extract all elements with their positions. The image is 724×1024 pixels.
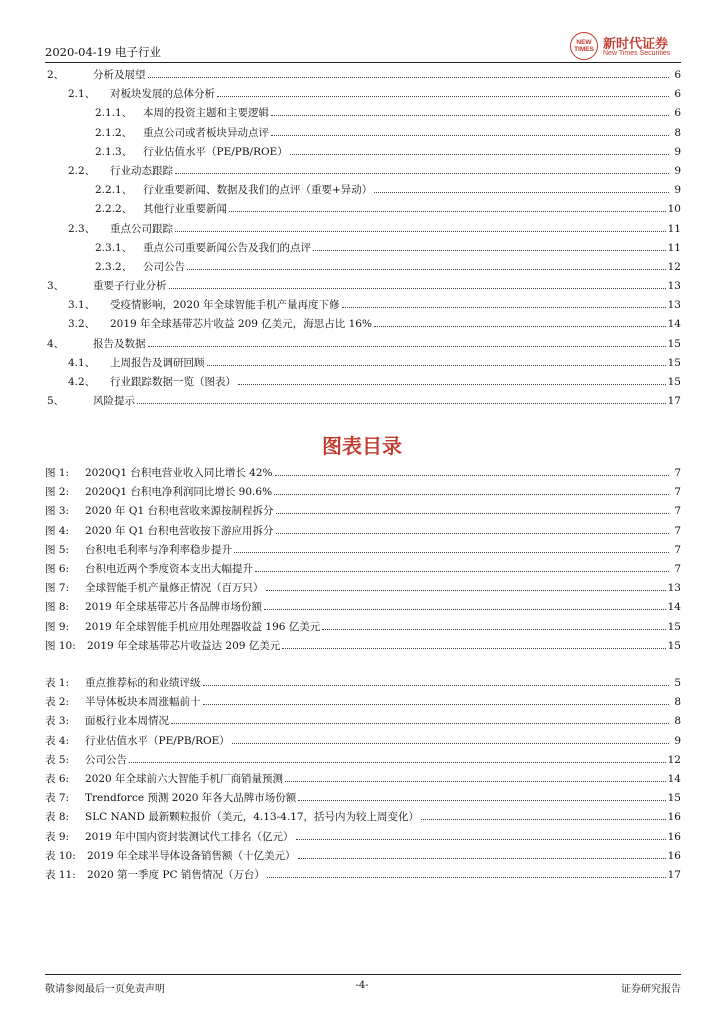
table-entry-title: 行业估值水平（PE/PB/ROE） bbox=[85, 734, 230, 747]
toc-entry-title bbox=[95, 124, 269, 143]
toc-entry-title bbox=[95, 181, 372, 200]
toc-entry-title bbox=[68, 220, 173, 239]
toc-entry-number: 2.2.2、 bbox=[95, 203, 133, 216]
toc-entry-title bbox=[68, 354, 205, 373]
toc-entry-title bbox=[68, 296, 340, 315]
company-logo bbox=[570, 32, 685, 62]
toc-leader-dots bbox=[234, 540, 669, 553]
table-entry-title: 2019 年中国内资封装测试代工排名（亿元） bbox=[85, 830, 294, 843]
report-date: 2020-04-19 bbox=[45, 45, 112, 59]
toc-leader-dots bbox=[322, 617, 665, 630]
figure-entry-number: 图 9: bbox=[45, 620, 70, 633]
footer-report-type: 证券研究报告 bbox=[621, 984, 681, 995]
toc-entry-title bbox=[47, 277, 167, 296]
toc-entry-text: 重要子行业分析 bbox=[93, 280, 167, 293]
toc-entry-page: 12 bbox=[667, 260, 681, 273]
table-entry-title: 2020 第一季度 PC 销售情况（万台） bbox=[87, 868, 265, 881]
toc-entry-text: 2019 年全球基带芯片收益 209 亿美元，海思占比 16% bbox=[110, 318, 372, 331]
list-of-tables bbox=[45, 673, 681, 884]
figure-entry-page: 7 bbox=[674, 524, 681, 537]
table-entry-page: 8 bbox=[674, 715, 681, 728]
toc-entry-page: 11 bbox=[667, 222, 681, 235]
table-entry-number: 表 5: bbox=[45, 753, 70, 766]
toc-entry-title bbox=[47, 392, 135, 411]
footer-disclaimer: 敬请参阅最后一页免责声明 bbox=[45, 984, 165, 995]
toc-entry[interactable] bbox=[45, 257, 681, 276]
toc-entry-number: 4、 bbox=[47, 337, 65, 350]
toc-entry-page: 14 bbox=[667, 318, 681, 331]
toc-leader-dots bbox=[137, 391, 666, 404]
table-entry-title: 面板行业本周情况 bbox=[85, 715, 169, 728]
figure-entry-page: 7 bbox=[674, 505, 681, 518]
toc-leader-dots bbox=[296, 827, 666, 840]
toc-leader-dots bbox=[374, 314, 666, 327]
toc-entry-page: 9 bbox=[674, 184, 681, 197]
figure-entry[interactable] bbox=[45, 578, 681, 597]
table-entry-title: 重点推荐标的和业绩评级 bbox=[85, 677, 201, 689]
figure-entry[interactable] bbox=[45, 559, 681, 578]
table-entry[interactable] bbox=[45, 673, 681, 692]
toc-entry-page: 15 bbox=[667, 356, 681, 369]
figure-entry-number: 图 1: bbox=[45, 467, 70, 479]
table-entry-page: 17 bbox=[667, 868, 681, 881]
toc-entry-number: 2.2、 bbox=[68, 164, 96, 177]
logo-name: 新时代证券 bbox=[603, 37, 669, 52]
toc-entry-number: 2.1、 bbox=[68, 88, 96, 101]
toc-entry[interactable] bbox=[45, 238, 681, 257]
toc-entry-title bbox=[95, 104, 269, 123]
table-entry[interactable] bbox=[45, 807, 681, 826]
toc-entry-page: 9 bbox=[674, 164, 681, 177]
toc-entry[interactable] bbox=[45, 334, 681, 353]
figure-entry-page: 7 bbox=[674, 486, 681, 499]
toc-entry-number: 3.2、 bbox=[68, 318, 96, 331]
figure-entry-title: 2020 年 Q1 台积电营收来源按制程拆分 bbox=[85, 505, 274, 518]
table-entry-number: 表 10: bbox=[45, 849, 76, 862]
table-entry-number: 表 9: bbox=[45, 830, 70, 843]
toc-entry-text: 上周报告及调研回顾 bbox=[110, 356, 205, 369]
figure-entry-number: 图 4: bbox=[45, 524, 70, 537]
toc-entry-text: 行业估值水平（PE/PB/ROE） bbox=[143, 145, 288, 158]
toc-leader-dots bbox=[313, 238, 666, 251]
toc-entry[interactable] bbox=[45, 372, 681, 391]
page-number: -4- bbox=[355, 980, 369, 991]
figure-entry-title: 台积电近两个季度资本支出大幅提升 bbox=[85, 562, 253, 575]
figure-entry-page: 13 bbox=[667, 582, 681, 595]
toc-leader-dots bbox=[271, 123, 669, 136]
toc-entry-page: 8 bbox=[674, 126, 681, 139]
figure-entry-title: 2020 年 Q1 台积电营收按下游应用拆分 bbox=[85, 524, 274, 537]
toc-leader-dots bbox=[217, 84, 669, 97]
toc-entry-number: 2.3.2、 bbox=[95, 260, 133, 273]
toc-leader-dots bbox=[342, 295, 666, 308]
toc-entry[interactable] bbox=[45, 161, 681, 180]
table-entry-title: Trendforce 预测 2020 年各大品牌市场份额 bbox=[85, 792, 297, 805]
toc-entry-title bbox=[68, 373, 236, 392]
figure-entry-title: 2020Q1 台积电营业收入同比增长 42% bbox=[85, 467, 273, 479]
toc-entry-number: 2.1.1、 bbox=[95, 107, 133, 120]
toc-entry-text: 行业动态跟踪 bbox=[110, 164, 173, 177]
toc-entry[interactable] bbox=[45, 295, 681, 314]
table-entry-number: 表 6: bbox=[45, 772, 70, 785]
toc-leader-dots bbox=[266, 578, 666, 591]
logo-subtitle: New Times Securities bbox=[603, 50, 671, 57]
table-entry-page: 8 bbox=[674, 696, 681, 709]
footer-divider bbox=[45, 974, 681, 975]
table-entry-page: 15 bbox=[667, 792, 681, 805]
table-entry[interactable] bbox=[45, 692, 681, 711]
toc-leader-dots bbox=[374, 180, 669, 193]
toc-entry-number: 4.1、 bbox=[68, 356, 96, 369]
toc-leader-dots bbox=[264, 597, 666, 610]
toc-leader-dots bbox=[282, 636, 665, 649]
toc-entry-text: 对板块发展的总体分析 bbox=[110, 88, 215, 101]
figure-entry[interactable] bbox=[45, 617, 681, 636]
table-entry-page: 16 bbox=[667, 849, 681, 862]
figure-entry[interactable] bbox=[45, 463, 681, 482]
table-entry-title: 半导体板块本周涨幅前十 bbox=[85, 696, 201, 709]
toc-leader-dots bbox=[276, 521, 669, 534]
figure-entry-number: 图 6: bbox=[45, 562, 70, 575]
toc-entry-page: 6 bbox=[674, 107, 681, 120]
figure-entry-title: 2020Q1 台积电净利润同比增长 90.6% bbox=[85, 486, 273, 499]
toc-entry[interactable] bbox=[45, 103, 681, 122]
figure-entry[interactable] bbox=[45, 597, 681, 616]
toc-entry-text: 受疫情影响，2020 年全球智能手机产量再度下修 bbox=[110, 299, 340, 312]
figure-entry-title: 2019 年全球基带芯片各品牌市场份额 bbox=[85, 601, 263, 614]
toc-entry-number: 5、 bbox=[47, 395, 65, 408]
toc-entry-text: 重点公司或者板块异动点评 bbox=[143, 126, 269, 139]
figure-entry[interactable] bbox=[45, 501, 681, 520]
toc-entry-number: 2.1.2、 bbox=[95, 126, 133, 139]
toc-leader-dots bbox=[238, 372, 666, 385]
table-entry-page: 14 bbox=[667, 772, 681, 785]
table-entry-page: 9 bbox=[674, 734, 681, 747]
toc-entry-title bbox=[95, 200, 227, 219]
toc-leader-dots bbox=[274, 482, 669, 495]
toc-leader-dots bbox=[229, 199, 666, 212]
toc-entry-page: 6 bbox=[674, 88, 681, 101]
figure-entry-number: 图 2: bbox=[45, 486, 70, 499]
toc-entry-number: 2.1.3、 bbox=[95, 145, 133, 158]
figure-entry-number: 图 8: bbox=[45, 601, 70, 614]
toc-entry-number: 2.3.1、 bbox=[95, 241, 133, 254]
table-entry-page: 16 bbox=[667, 830, 681, 843]
toc-leader-dots bbox=[148, 334, 666, 347]
toc-entry-number: 3、 bbox=[47, 280, 65, 293]
toc-entry[interactable] bbox=[45, 65, 681, 84]
toc-leader-dots bbox=[203, 692, 670, 705]
toc-leader-dots bbox=[421, 807, 666, 820]
report-industry: 电子行业 bbox=[114, 45, 161, 59]
toc-entry-title bbox=[68, 162, 173, 181]
toc-leader-dots bbox=[290, 142, 669, 155]
toc-entry[interactable] bbox=[45, 123, 681, 142]
table-entry-number: 表 11: bbox=[45, 868, 76, 881]
toc-leader-dots bbox=[203, 673, 670, 686]
figure-entry-title: 全球智能手机产量修正情况（百万只） bbox=[85, 582, 264, 595]
toc-entry-text: 风险提示 bbox=[93, 395, 135, 408]
figure-entry[interactable] bbox=[45, 540, 681, 559]
toc-entry[interactable] bbox=[45, 199, 681, 218]
figure-entry-page: 7 bbox=[674, 543, 681, 556]
toc-leader-dots bbox=[175, 219, 666, 232]
toc-leader-dots bbox=[148, 65, 670, 78]
toc-entry-page: 17 bbox=[667, 395, 681, 408]
toc-entry-page: 13 bbox=[667, 299, 681, 312]
table-entry-page: 12 bbox=[667, 753, 681, 766]
toc-leader-dots bbox=[232, 731, 669, 744]
figure-entry[interactable] bbox=[45, 482, 681, 501]
toc-leader-dots bbox=[207, 353, 666, 366]
header-date-industry bbox=[45, 44, 161, 60]
toc-entry-text: 分析及展望 bbox=[93, 69, 146, 81]
toc-entry-page: 15 bbox=[667, 376, 681, 388]
header-divider bbox=[45, 62, 681, 63]
table-entry[interactable] bbox=[45, 711, 681, 730]
toc-entry-text: 行业重要新闻、数据及我们的点评（重要+异动） bbox=[143, 184, 373, 197]
toc-leader-dots bbox=[271, 103, 669, 116]
toc-leader-dots bbox=[285, 769, 666, 782]
toc-entry-page: 9 bbox=[674, 145, 681, 158]
figure-entry-page: 15 bbox=[667, 639, 681, 652]
figure-entry-page: 14 bbox=[667, 601, 681, 614]
toc-entry-number: 3.1、 bbox=[68, 299, 96, 312]
toc-entry-page: 15 bbox=[667, 337, 681, 350]
toc-entry-number: 2、 bbox=[47, 69, 65, 81]
figure-entry-title: 2019 年全球智能手机应用处理器收益 196 亿美元 bbox=[85, 620, 321, 633]
toc-entry[interactable] bbox=[45, 180, 681, 199]
toc-leader-dots bbox=[187, 257, 666, 270]
toc-leader-dots bbox=[175, 161, 669, 174]
toc-entry-text: 报告及数据 bbox=[93, 337, 146, 350]
table-entry-number: 表 3: bbox=[45, 715, 70, 728]
toc-entry-page: 13 bbox=[667, 280, 681, 293]
toc-entry-text: 其他行业重要新闻 bbox=[143, 203, 227, 216]
table-entry-number: 表 1: bbox=[45, 677, 70, 689]
toc-entry[interactable] bbox=[45, 276, 681, 295]
toc-leader-dots bbox=[275, 463, 669, 476]
table-of-contents bbox=[45, 65, 681, 410]
table-entry-title: 公司公告 bbox=[85, 753, 127, 766]
toc-entry-page: 10 bbox=[667, 203, 681, 216]
toc-leader-dots bbox=[276, 501, 669, 514]
table-entry-number: 表 8: bbox=[45, 811, 70, 824]
figure-entry-number: 图 10: bbox=[45, 639, 76, 652]
table-entry-number: 表 7: bbox=[45, 792, 70, 805]
table-entry-title: 2019 年全球半导体设备销售额（十亿美元） bbox=[87, 849, 296, 862]
toc-leader-dots bbox=[171, 711, 669, 724]
table-entry-title: 2020 年全球前六大智能手机厂商销量预测 bbox=[85, 772, 284, 785]
toc-entry-text: 重点公司跟踪 bbox=[110, 222, 173, 235]
toc-entry-title bbox=[47, 66, 146, 85]
toc-leader-dots bbox=[298, 788, 665, 801]
table-entry-number: 表 4: bbox=[45, 734, 70, 747]
toc-entry-text: 公司公告 bbox=[143, 260, 185, 273]
figure-entry-number: 图 7: bbox=[45, 582, 70, 595]
toc-entry-text: 行业跟踪数据一览（图表） bbox=[110, 376, 236, 388]
toc-entry[interactable] bbox=[45, 391, 681, 410]
toc-entry[interactable] bbox=[45, 314, 681, 333]
figure-entry[interactable] bbox=[45, 521, 681, 540]
toc-leader-dots bbox=[129, 750, 666, 763]
toc-entry[interactable] bbox=[45, 84, 681, 103]
figure-entry-number: 图 5: bbox=[45, 543, 70, 556]
toc-leader-dots bbox=[298, 846, 666, 859]
table-entry[interactable] bbox=[45, 769, 681, 788]
figure-entry-title: 台积电毛利率与净利率稳步提升 bbox=[85, 543, 232, 556]
toc-leader-dots bbox=[267, 865, 666, 878]
table-entry[interactable] bbox=[45, 827, 681, 846]
toc-entry-title bbox=[47, 335, 146, 354]
logo-mark-icon: NEW TIMES bbox=[570, 32, 598, 60]
table-entry[interactable] bbox=[45, 731, 681, 750]
toc-entry[interactable] bbox=[45, 142, 681, 161]
toc-entry-title bbox=[68, 85, 215, 104]
toc-entry[interactable] bbox=[45, 353, 681, 372]
toc-entry-page: 11 bbox=[667, 241, 681, 254]
figure-entry-page: 15 bbox=[667, 620, 681, 633]
toc-entry-number: 2.2.1、 bbox=[95, 184, 133, 197]
table-entry[interactable] bbox=[45, 865, 681, 884]
toc-entry-title bbox=[95, 143, 288, 162]
toc-entry-page: 6 bbox=[674, 69, 681, 81]
toc-entry-text: 本周的投资主题和主要逻辑 bbox=[143, 107, 269, 120]
toc-leader-dots bbox=[169, 276, 666, 289]
table-entry-number: 表 2: bbox=[45, 696, 70, 709]
table-entry-page: 5 bbox=[674, 677, 681, 689]
toc-entry-title bbox=[95, 239, 311, 258]
toc-entry-title bbox=[68, 315, 372, 334]
figure-entry[interactable] bbox=[45, 636, 681, 655]
table-entry[interactable] bbox=[45, 750, 681, 769]
figure-entry-page: 7 bbox=[674, 467, 681, 479]
toc-entry-number: 2.3、 bbox=[68, 222, 96, 235]
table-entry-title: SLC NAND 最新颗粒报价（美元，4.13-4.17，括号内为较上周变化） bbox=[85, 811, 420, 824]
table-entry-page: 16 bbox=[667, 811, 681, 824]
table-entry[interactable] bbox=[45, 846, 681, 865]
figure-entry-title: 2019 年全球基带芯片收益达 209 亿美元 bbox=[87, 639, 281, 652]
toc-entry-text: 重点公司重要新闻公告及我们的点评 bbox=[143, 241, 311, 254]
toc-entry-title bbox=[95, 258, 185, 277]
toc-entry-number: 4.2、 bbox=[68, 376, 96, 388]
toc-entry[interactable] bbox=[45, 219, 681, 238]
list-of-figures bbox=[45, 463, 681, 655]
toc-leader-dots bbox=[255, 559, 669, 572]
figures-list-title: 图表目录 bbox=[322, 434, 402, 458]
table-entry[interactable] bbox=[45, 788, 681, 807]
figure-entry-number: 图 3: bbox=[45, 505, 70, 518]
figure-entry-page: 7 bbox=[674, 562, 681, 575]
